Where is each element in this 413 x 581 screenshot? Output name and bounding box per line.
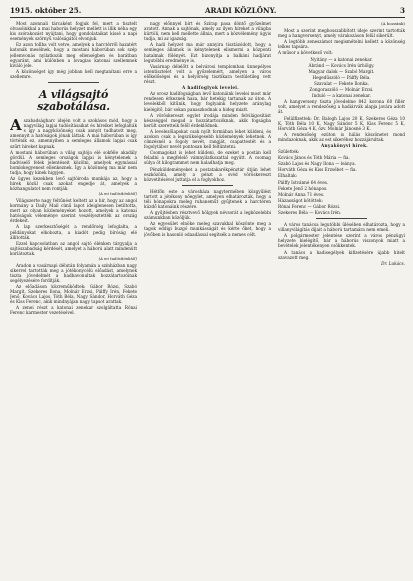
paragraph: szabadságharc idején volt a szokásos mód, hogy a nagyvilág lapjai tudósításaikat és híreiket lefoglalták s így a nagyközönség csak annyit tudhatott meg, amennyit a hatóságok jónak láttak. A mai háborúban is így történik ez, amennyiben a semleges államok lapjai csak szűrt híreket kapnak.	[10, 118, 137, 149]
col1-intro	[10, 21, 137, 79]
paragraph: Felülfizettek: Dr. Balogh Lajos 20 K, Szekeres Géza 10 K, Tóth Béla 10 K, Nagy Sándor 5 K, Kiss Ferenc 5 K, Horváth Géza 4 K, özv. Molnár Jánosné 3 K.	[278, 115, 405, 131]
death-entry: Pálffy Istvánné 64 éves.	[278, 179, 329, 185]
col3-paragraphs	[278, 28, 405, 49]
col2-paragraphs-2	[144, 91, 271, 182]
paragraph: A mostani háborúban a világ sajtója elé sokféle akadály gördül. A semleges országok lapjai is kénytelenek a hadviselő felek jelentéseit közölni, amelyek egymással homlokegyenest ellenkeznek. Így a közönség ma már nem tudja, hogy kinek higyjen.	[10, 149, 137, 175]
marriage-entry: Rónai Ferenc — Gábor Rózsi.	[278, 203, 341, 209]
col2-paragraphs-3	[144, 189, 271, 237]
paragraph: A vöröskereszt egylet irodája minden felvilágosítást készséggel megad a hozzátartozóknak, akik fogságba került szeretteik felől érdeklődnek.	[144, 112, 271, 128]
paragraph: Az orosz hadifogságban levő katonáink levelei most már rendesen érkeznek haza, bár hetekig tartanak az úton. A levelekből kitűnik, hogy foglyaink helyzete aránylag kielégítő, bár sokan panaszkodnak a hideg miatt.	[144, 91, 271, 112]
paragraph: Csomagokat is lehet küldeni, de ezeket a postán kell feladni a megfelelő vámnyilatkozattal együtt. A csomag súlya öt kilogrammot nem haladhatja meg.	[144, 150, 271, 166]
paragraph: A rendezőség ezúton is hálás köszönetet mond mindazoknak, akik az est sikeréhez hozzájárultak.	[278, 131, 405, 142]
col1-body	[10, 118, 137, 191]
paragraph: A lap szerkesztőségét a rendőrség lefoglalta, a példányokat elkobozta, a kiadót pedig bíróság elé állították.	[10, 224, 137, 240]
col2-paragraphs	[144, 21, 271, 84]
page-header	[10, 6, 405, 16]
paragraph: A zenei részt a katonai zenekar szolgáltatta Rónai Ferenc karmester vezetésével.	[10, 305, 137, 316]
column-3	[278, 21, 405, 577]
separator	[48, 82, 99, 83]
paragraph: A hadi helyzet ma már annyira tisztázódott, hogy a semleges államok is kénytelenek elismerni a központi hatalmak fölényét. Ezt bizonyítja a balkáni hadjárat legutóbbi eredménye is.	[144, 42, 271, 63]
col2-subhead: A hadifoglyok levelei.	[182, 85, 239, 91]
paragraph: Az előadáson közreműködtek: Gábor Rózsi, Szabó Margit, Szekeres Ilona, Molnár Erzsi, Pálffy Irén, Fekete Jenő, Kovács Lajos, Tóth Béla, Nagy Sándor, Horváth Géza és Kiss Ferenc, akik mindnyájan nagy tapsot arattak.	[10, 283, 137, 305]
dropcap: A	[10, 116, 22, 135]
article-columns	[10, 21, 405, 577]
paragraph: Hétfőn este a városháza nagytermében közgyűlést tartott a jótékony nőegylet, amelyen elhatározták, hogy a téli hónapokra meleg ruhaneműt gyűjtenek a harctéren küzdő katonáink részére.	[144, 188, 271, 210]
paragraph: Vasárnap délelőtt a belvárosi templomban ünnepélyes istentisztelet volt a győzelemért, amelyen a város előkelőségei és a helyőrség tisztikara testületileg vett részt.	[144, 63, 271, 85]
program-item: Szavalat — Fekete Ilonka.	[313, 80, 370, 86]
newspaper-title: ARADI KÖZLÖNY.	[204, 6, 277, 15]
paragraph: Ez azon tollba volt vetve, amelyek a harctérről hazatért katonák mesélnek, hogy a mostani háborúban sok szép jellemvonás nyilatkozik meg ellenségben és barátban egyaránt, ami különben a lovagias katonai szellemnek kiváló jele.	[10, 42, 137, 68]
col1-lower	[10, 198, 137, 256]
paragraph: Ezzel kapcsolatban az angol sajtó élénken tárgyalja a sajtószabadság kérdését, amelyet a háború alatt mindenütt korlátoztak.	[10, 240, 137, 256]
paragraph: Az egyesület elnöke meleg szavakkal köszönte meg a tagok eddigi buzgó munkásságát és kérte őket, hogy a jövőben is hasonló odaadással segítsék a nemes célt.	[144, 221, 271, 237]
headline: A világsajtó szabotálása.	[37, 88, 110, 114]
marriages-label: Házasságot kötöttek:	[278, 197, 323, 203]
death-entry: Molnár Anna 71 éves.	[278, 191, 325, 197]
paragraph: A gyűjtésben résztvevő hölgyek névsorát a legközelebbi számunkban közöljük.	[144, 210, 271, 221]
header-rule	[10, 17, 405, 18]
paragraph: Most azonnali tárcaként fogjuk fel, mert a tisztelt olvasóinkkal a mai haborús helyzet mellett is illik néha egy kis szórakozást nyújtani, hogy gondolataikat kissé a napi események szörnyű valóságától elvonjuk.	[10, 21, 137, 42]
paragraph: A tanács a hadisegélyek kifizetésére újabb hitelt szavazott meg.	[278, 249, 405, 260]
issue-date: 1915. október 25.	[10, 6, 82, 15]
program-list	[278, 57, 405, 99]
birth-entry: Horváth Géza és Kiss Erzsébet — fia.	[278, 167, 357, 173]
program-item: Induló — a katonai zenekar.	[311, 93, 372, 99]
paragraph: Most a szerint meghosszabbított ideje szerint tartották meg a hangversenyt, amely várakozáson felül sikerült.	[278, 28, 405, 39]
birth-entry: Szabó Lajos és Nagy Ilona — leánya.	[278, 161, 356, 167]
separator	[182, 185, 233, 186]
paragraph: A hangverseny tiszta jövedelme 842 korona 60 fillér volt, amelyet a rendezőség a hadiárvák alapja javára adott át.	[278, 99, 405, 115]
births-label: Születtek:	[278, 149, 300, 155]
deaths-list	[278, 180, 405, 197]
paragraph: A város tanácsa legutóbbi ülésében elhatározta, hogy a villanyvilágítás díjait a háború tartamára nem emeli.	[278, 222, 405, 233]
paragraph: A levelezőlapokat csak nyílt formában lehet küldeni, és azokon csak a legszükségesebb közlemények lehetnek. A címzésnél a fogoly nevét, rangját, csapattestét és a fogolytábor nevét pontosan kell feltüntetni.	[144, 128, 271, 150]
program-intro: A műsor a következő volt:	[278, 50, 333, 56]
marriages-list	[278, 204, 405, 215]
paragraph: Pénzküldeményeket a postatakarékpénztár útján lehet eszközölni, amely a pénzt a svéd vöröskereszt közvetítésével juttatja el a foglyokhoz.	[144, 166, 271, 182]
col1-lead	[10, 118, 137, 191]
paragraph: Világszerte nagy feltűnést keltett az a hír, hogy az angol kormány a Daily Mail című lapot ideiglenesen betiltotta, mert az olyan közleményeket hozott, amelyek a katonai hatóságok véleménye szerint veszélyeztették az ország érdekeit.	[10, 197, 137, 224]
col3-subhead: Anyakönyvi hírek.	[320, 142, 369, 148]
column-1	[10, 21, 137, 577]
program-item: Hegedűszóló — Pálffy Béla.	[312, 74, 371, 80]
paragraph: Aradon a vasárnapi délután folyamán a színházban nagy sikerrel tartották meg a jótékonycélú előadást, amelynek tiszta jövedelmét a hadbavonultak hozzátartozóinak segélyezésére fordítják.	[10, 262, 137, 283]
death-entry: Fekete Jenő 2 hónapos.	[278, 185, 328, 191]
paragraph: A közönséget így még jobban kell megtanítani erre a szellemre.	[10, 68, 137, 79]
births-list	[278, 155, 405, 172]
col3-closing	[278, 222, 405, 260]
program-item: Magyar dalok — Szabó Margit.	[308, 68, 375, 74]
program-item: Ábránd — Kovács Irén úrhölgy.	[308, 62, 375, 68]
column-2	[144, 21, 271, 577]
separator	[316, 218, 367, 219]
paragraph: Az ügyes kezekben levő sajtóiroda munkája az, hogy a hírek közül csak azokat engedje át, amelyek a közhangulatot nem rontják.	[10, 176, 137, 192]
page-number: 3	[399, 6, 405, 15]
paragraph: nagy előnnyel bírt és Szirap pasa döntő győzelmet aratott. Annak a sajtónak, amely az ilyen híreket a világba kürtöli, nem kell mellette állnia, mert a közvélemény úgyis tudja, mi az igazság.	[144, 21, 271, 42]
birth-entry: Kovács János és Tóth Mária — fia.	[278, 155, 350, 161]
paragraph: A legtöbb zeneszámot megismételni kellett a közönség lelkes tapsára.	[278, 39, 405, 50]
program-item: Zongoraszóló — Molnár Erzsi.	[309, 87, 374, 93]
deaths-label: Elhaltak:	[278, 173, 298, 179]
source-note-2: (A mi tudósítónktól)	[98, 255, 137, 261]
col3-top-note: (A hozzánk)	[381, 21, 405, 26]
paragraph: A polgármester jelentése szerint a város pénzügyi helyzete kielégítő, bár a háborús viszonyok miatt a bevételek jelentékenyen csökkentek.	[278, 233, 405, 249]
program-item: Nyitány — a katonai zenekar.	[310, 56, 373, 62]
col3-paragraphs-2	[278, 99, 405, 142]
marriage-entry: Szekeres Béla — Kovács Irén.	[278, 210, 342, 215]
source-note: (A mi tudósítónktól)	[98, 191, 137, 197]
signature: Dr. Lukács.	[381, 260, 405, 266]
col1-bottom	[10, 263, 137, 316]
